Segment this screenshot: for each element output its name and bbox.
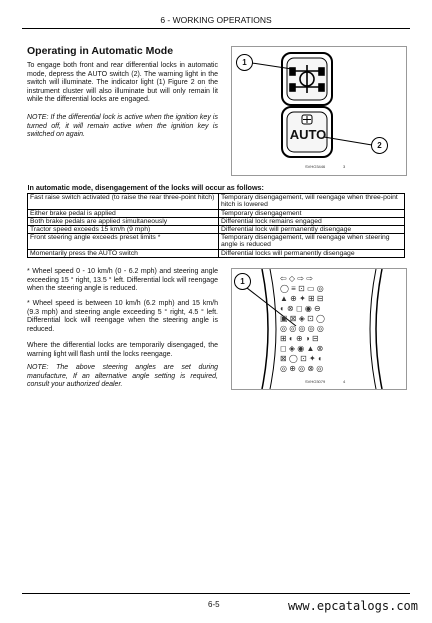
intro-paragraph: To engage both front and rear differential locks in automatic mode, depress the AUTO switch (2). The warning light in the switch will illuminate. The indicator light (1) Figure 2 on the instrument cluster will also illuminate but will only remain lit while the differential locks are engaged.: [27, 62, 218, 104]
warning-lights-row-icon: ◯ ≡ ⊡ ▭ ◎: [280, 284, 324, 293]
footer-rule: [22, 593, 410, 594]
warning-lights-row-icon: ▲ ⊕ ✦ ⊞ ⊟: [280, 294, 324, 303]
header-rule: [22, 28, 410, 29]
table-row: [28, 234, 405, 249]
auto-switch-label: AUTO: [289, 127, 327, 142]
page-number: 6-5: [208, 600, 220, 609]
table-cell: Temporary disengagement, will reengage when three-point hitch is lowered: [219, 194, 405, 209]
watermark-url: www.epcatalogs.com: [287, 599, 418, 613]
auto-switch-illustration: [232, 47, 406, 175]
table-cell: Temporary disengagement: [219, 209, 405, 217]
callout-1-cluster: 1: [234, 273, 251, 290]
arrow-indicator-icon: ⇦ ◇ ⇨ ⇨: [280, 274, 313, 283]
table-cell: Differential locks will permanently disengage: [219, 249, 405, 257]
table-cell: Front steering angle exceeds preset limits *: [28, 234, 219, 249]
warning-lights-row-icon: ◻ ◈ ◉ ▲ ⊗: [280, 344, 324, 353]
warning-lights-row-icon: ◎ ⊕ ◎ ⊗ ◎: [280, 364, 324, 373]
diff-lock-indicator-icon: ▣ ⊠ ◈ ⊡ ◯: [280, 314, 325, 323]
table-row: [28, 209, 405, 217]
temporary-disengage-paragraph: Where the differential locks are temporarily disengaged, the warning light will flash until the locks reengage.: [27, 342, 218, 358]
table-cell: Momentarily press the AUTO switch: [28, 249, 219, 257]
warning-lights-row-icon: ◐ ⊗ ◻ ◉ ⊖: [280, 304, 321, 313]
footnote-high-speed: * Wheel speed is between 10 km/h (6.2 mph) and 15 km/h (9.3 mph) and steering angle exceeding 5 ° right, 4.5 ° left. Differential lock will reengage when the steering angle is reduced.: [27, 300, 218, 333]
ignition-note: NOTE: If the differential lock is active when the ignition key is turned off, it will remain active when the ignition key is switched on again.: [27, 114, 218, 139]
warning-lights-row-icon: ⊞ ◐ ⊕ ◑ ⊟: [280, 334, 319, 343]
warning-lights-row-icon: ⊠ ◯ ⊡ ✦ ◐: [280, 354, 323, 363]
table-cell: Differential lock will permanently disengage: [219, 226, 405, 234]
table-cell: Temporary disengagement, will reengage when steering angle is reduced: [219, 234, 405, 249]
table-cell: Differential lock remains engaged: [219, 217, 405, 225]
steering-angle-note: NOTE: The above steering angles are set during manufacture, If an alternative angle setting is required, consult your authorized dealer.: [27, 364, 218, 389]
figure-ref: SVHO3446: [305, 164, 326, 169]
table-row: [28, 226, 405, 234]
table-cell: Both brake pedals are applied simultaneously: [28, 217, 219, 225]
table-cell: Fast raise switch activated (to raise the rear three-point hitch): [28, 194, 219, 209]
section-title: Operating in Automatic Mode: [27, 45, 174, 57]
table-heading: In automatic mode, disengagement of the locks will occur as follows:: [27, 183, 264, 192]
table-row: [28, 249, 405, 257]
callout-1: 1: [236, 54, 253, 71]
section-header: 6 - WORKING OPERATIONS: [160, 15, 272, 25]
figure-ref: SVHO3079: [305, 379, 326, 384]
footnote-low-speed: * Wheel speed 0 - 10 km/h (0 - 6.2 mph) and steering angle exceeding 15 ° right, 13.5 ° left. Differential lock will reengage when the steering angle is reduced.: [27, 268, 218, 293]
warning-lights-row-icon: ◎ ◎ ◎ ◎ ◎: [280, 324, 324, 333]
disengagement-table: [27, 184, 405, 258]
figure-instrument-cluster: [231, 268, 407, 390]
table-cell: Either brake pedal is applied: [28, 209, 219, 217]
table-row: [28, 217, 405, 225]
table-row: [28, 194, 405, 209]
figure-number: 3: [343, 164, 346, 169]
table-cell: Tractor speed exceeds 15 km/h (9 mph): [28, 226, 219, 234]
figure-auto-switch: [231, 46, 407, 176]
callout-2: 2: [371, 137, 388, 154]
figure-number: 4: [343, 379, 346, 384]
